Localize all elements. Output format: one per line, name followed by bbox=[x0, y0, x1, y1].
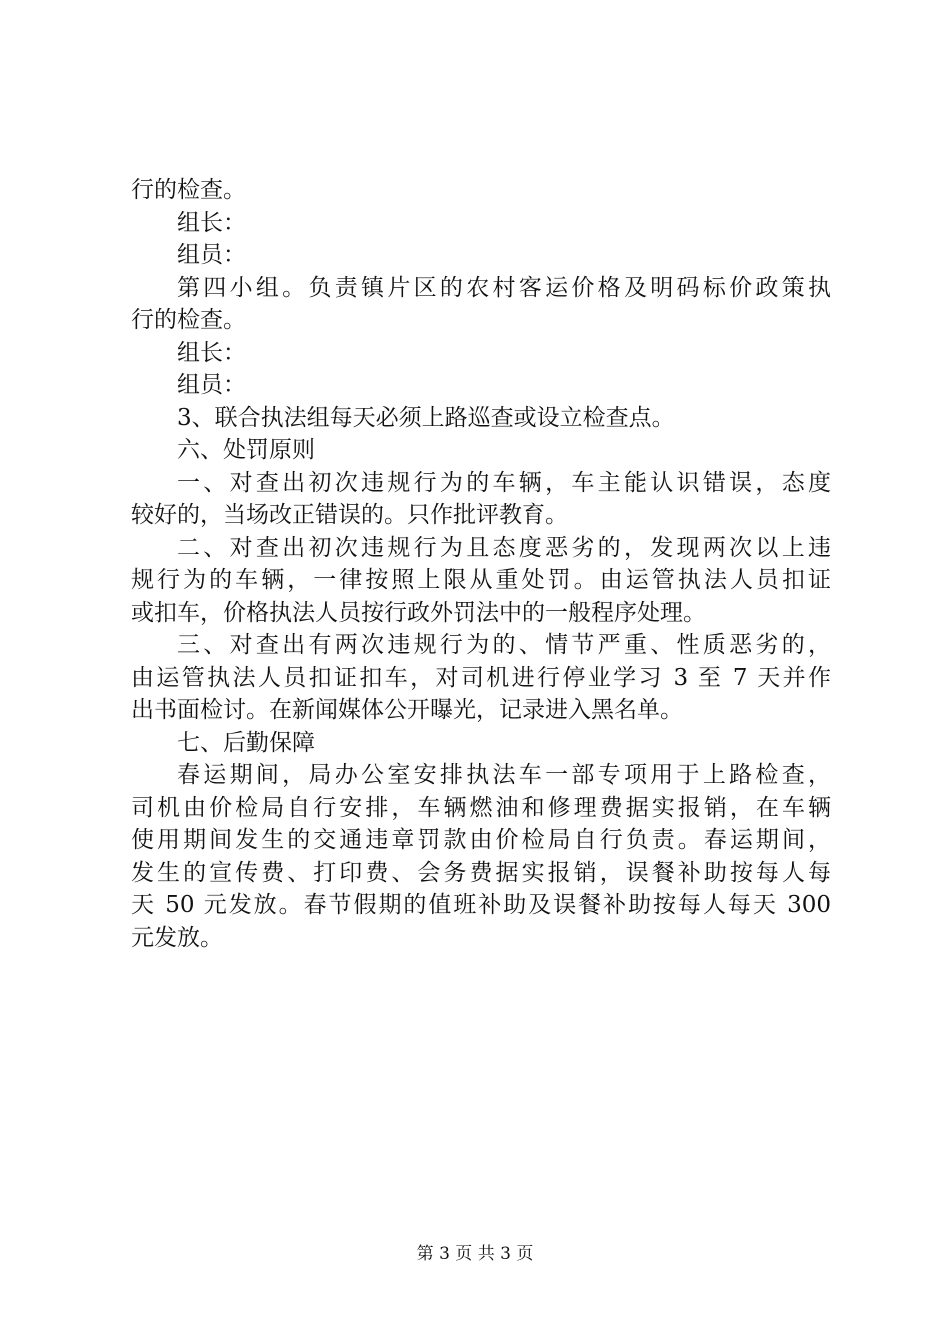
text-line: 使用期间发生的交通违章罚款由价检局自行负责。春运期间， bbox=[131, 827, 831, 853]
text-line: 元发放。 bbox=[131, 924, 223, 951]
text-line: 较好的，当场改正错误的。只作批评教育。 bbox=[131, 502, 568, 528]
text-line: 或扣车，价格执法人员按行政外罚法中的一般程序处理。 bbox=[131, 599, 706, 626]
text-line: 天 50 元发放。春节假期的值班补助及误餐补助按每人每天 300 bbox=[131, 892, 831, 918]
text-line: 二、对查出初次违规行为且态度恶劣的，发现两次以上违 bbox=[177, 534, 831, 561]
section-heading: 六、处罚原则 bbox=[177, 437, 315, 463]
page-number-footer: 第 3 页 共 3 页 bbox=[416, 1244, 534, 1264]
text-line: 组员： bbox=[177, 372, 246, 398]
text-line: 组长： bbox=[177, 339, 246, 366]
text-line: 行的检查。 bbox=[131, 307, 246, 333]
text-line: 司机由价检局自行安排，车辆燃油和修理费据实报销，在车辆 bbox=[131, 794, 831, 821]
text-line: 春运期间，局办公室安排执法车一部专项用于上路检查， bbox=[177, 762, 831, 788]
text-line: 三、对查出有两次违规行为的、情节严重、性质恶劣的， bbox=[177, 632, 831, 658]
section-heading: 七、后勤保障 bbox=[177, 729, 315, 756]
text-line: 发生的宣传费、打印费、会务费据实报销，误餐补助按每人每 bbox=[131, 859, 831, 886]
text-line: 组长： bbox=[177, 209, 246, 236]
text-line: 出书面检讨。在新闻媒体公开曝光，记录进入黑名单。 bbox=[131, 697, 683, 723]
text-line: 3、联合执法组每天必须上路巡查或设立检查点。 bbox=[177, 404, 675, 431]
text-line: 一、对查出初次违规行为的车辆，车主能认识错误，态度 bbox=[177, 469, 831, 496]
text-line: 组员： bbox=[177, 242, 246, 268]
text-line: 规行为的车辆，一律按照上限从重处罚。由运管执法人员扣证 bbox=[131, 567, 831, 593]
text-line: 行的检查。 bbox=[131, 177, 246, 203]
text-line: 由运管执法人员扣证扣车，对司机进行停业学习 3 至 7 天并作 bbox=[131, 664, 831, 691]
document-body bbox=[131, 174, 831, 954]
text-line: 第四小组。负责镇片区的农村客运价格及明码标价政策执 bbox=[177, 274, 831, 301]
